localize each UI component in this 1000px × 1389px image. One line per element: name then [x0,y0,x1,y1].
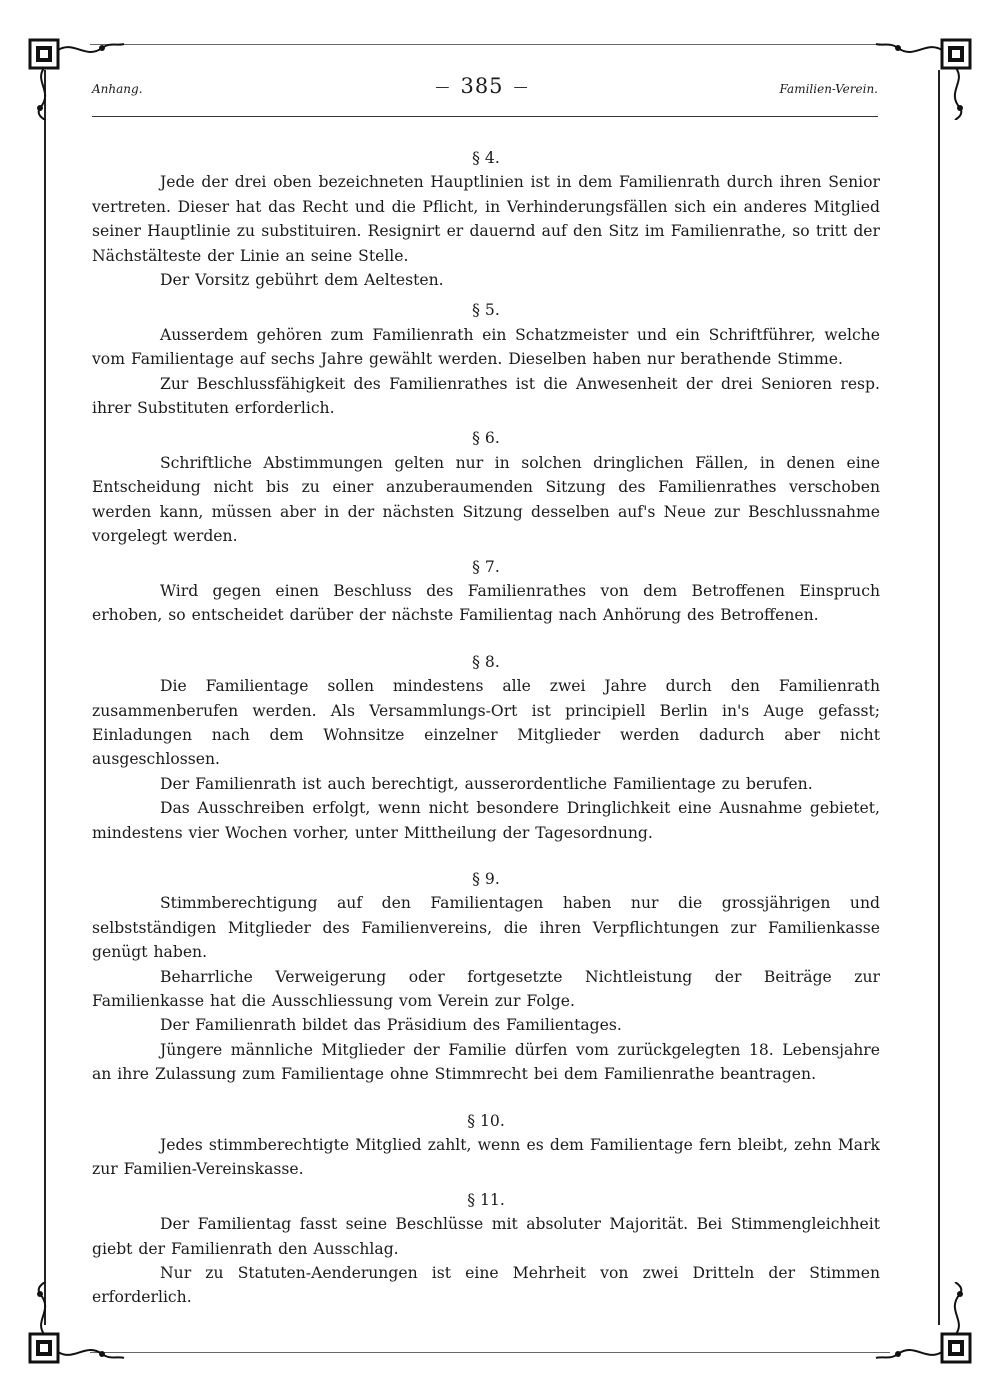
paragraph: Der Familienrath bildet das Präsidium des Familientages. [160,1016,622,1035]
paragraph: Ausserdem gehören zum Familienrath ein Schatzmeister und ein Schriftführer, welche vom Familientage auf sechs Jahre gewählt werden. Dieselben haben nur berathende Stimme. [92,325,880,369]
paragraph: Stimmberechtigung auf den Familientagen haben nur die grossjährigen und selbstständigen Mitglieder des Familienvereins, die ihren Verpflichtungen zur Familienkasse genügt haben. [92,894,880,962]
section-heading: § 5. [472,301,500,320]
running-head [92,72,878,104]
paragraph: Beharrliche Verweigerung oder fortgesetzte Nichtleistung der Beiträge zur Familienkasse hat die Ausschliessung vom Verein zur Folge. [92,967,880,1010]
section-heading: § 4. [472,149,500,167]
paragraph: Wird gegen einen Beschluss des Familienrathes von dem Betroffenen Einspruch erhoben, so entscheidet darüber der nächste Familientag nach Anhörung des Betroffenen. [92,581,880,625]
page-body [92,146,880,1310]
running-head-right: Familien-Verein. [779,82,878,96]
border-top [90,44,890,45]
border-left [44,70,46,1325]
section-heading: § 9. [472,869,500,888]
corner-ornament-icon [866,1282,986,1372]
page-number: 385 [460,74,504,98]
paragraph: Jüngere männliche Mitglieder der Familie dürfen vom zurückgelegten 18. Lebensjahre an ihre Zulassung zum Familientage ohne Stimmrecht bei dem Familienrathe beantragen. [92,1040,880,1084]
paragraph: Nur zu Statuten-Aenderungen ist eine Mehrheit von zwei Dritteln der Stimmen erforderlich. [92,1264,880,1307]
running-head-left: Anhang. [92,82,143,96]
paragraph: Der Familientag fasst seine Beschlüsse mit absoluter Majorität. Bei Stimmengleichheit giebt der Familienrath den Ausschlag. [92,1215,880,1258]
paragraph: Schriftliche Abstimmungen gelten nur in solchen dringlichen Fällen, in denen eine Entscheidung nicht bis zu einer anzuberaumenden Sitzung des Familienrathes verschoben werden kann, müssen aber in der nächsten Sitzung desselben auf's Neue zur Beschlussnahme vorgelegt werden. [92,453,880,546]
paragraph: Das Ausschreiben erfolgt, wenn nicht besondere Dringlichkeit eine Ausnahme gebietet, mindestens vier Wochen vorher, unter Mittheilung der Tagesordnung. [92,799,880,842]
border-bottom [90,1352,890,1353]
paragraph: Jede der drei oben bezeichneten Hauptlinien ist in dem Familienrath durch ihren Senior vertreten. Dieser hat das Recht und die Pflicht, in Verhinderungsfällen sich ein anderes Mitglied seiner Hauptlinie zu substituiren. Resignirt er dauernd auf den Sitz im Familienrathe, so tritt der Nächstälteste der Linie an seine Stelle. [92,173,880,265]
paragraph: Zur Beschlussfähigkeit des Familienrathes ist die Anwesenheit der drei Senioren resp. ihrer Substituten erforderlich. [92,374,880,418]
paragraph: Der Vorsitz gebührt dem Aeltesten. [160,271,444,290]
header-rule [92,116,878,117]
paragraph: Der Familienrath ist auch berechtigt, ausserordentliche Familientage zu berufen. [160,774,813,793]
paragraph: Die Familientage sollen mindestens alle zwei Jahre durch den Familienrath zusammenberufen werden. Als Versammlungs-Ort ist principiell Berlin in's Auge gefasst; Einladungen nach dem Wohnsitze einzelner Mitglieder werden dadurch aber nicht ausgeschlossen. [92,677,880,769]
section-heading: § 11. [467,1190,505,1209]
page-number-block: — 385 — [435,74,529,98]
corner-ornament-icon [866,30,986,120]
section-heading: § 8. [472,652,500,671]
border-right [938,70,940,1325]
section-heading: § 6. [472,429,500,448]
section-heading: § 7. [472,557,500,576]
section-heading: § 10. [467,1111,505,1130]
paragraph: Jedes stimmberechtigte Mitglied zahlt, wenn es dem Familientage fern bleibt, zehn Mark zur Familien-Vereinskasse. [92,1136,880,1179]
